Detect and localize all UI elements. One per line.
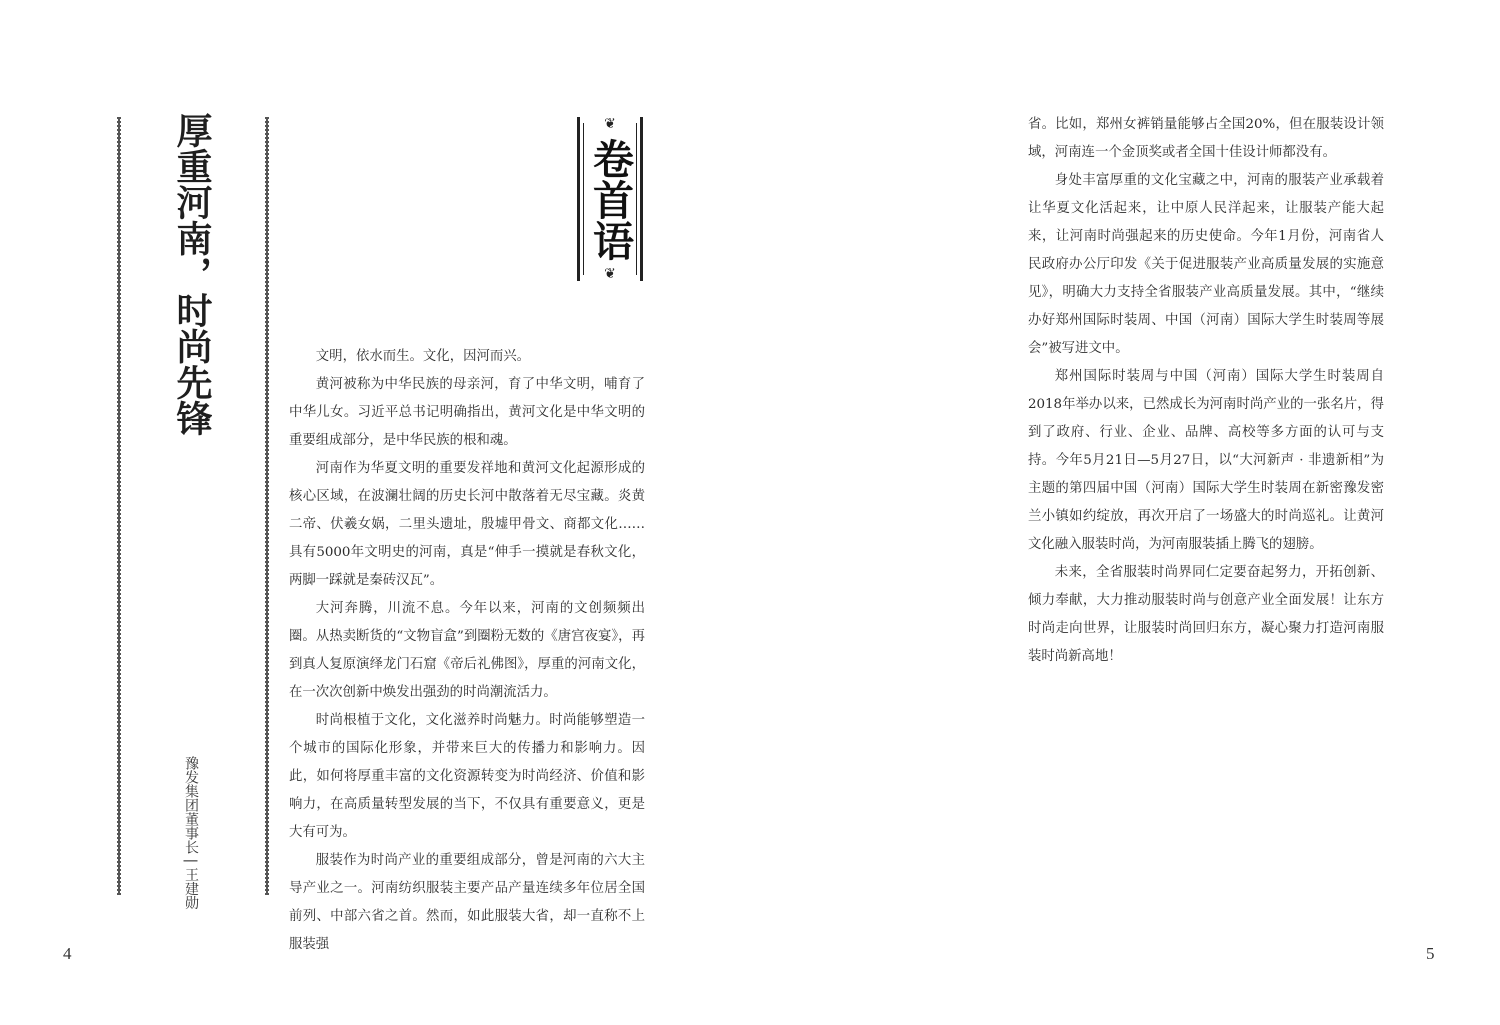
page-number-left: 4 bbox=[63, 944, 72, 963]
dotted-rule-left bbox=[117, 117, 121, 895]
banner-bar bbox=[577, 117, 580, 281]
paragraph: 河南作为华夏文明的重要发祥地和黄河文化起源形成的核心区域，在波澜壮阔的历史长河中散落着无尽宝藏。炎黄二帝、伏羲女娲，二里头遗址，殷墟甲骨文、商都文化……具有5000年文明史的河南，真是“伸手一摸就是春秋文化，两脚一踩就是秦砖汉瓦”。 bbox=[289, 461, 645, 588]
paragraph: 黄河被称为中华民族的母亲河，育了中华文明，哺育了中华儿女。习近平总书记明确指出，黄河文化是中华文明的重要组成部分，是中华民族的根和魂。 bbox=[289, 377, 645, 448]
body-column-right bbox=[1028, 111, 1384, 671]
paragraph-continuation: 省。比如，郑州女裤销量能够占全国20%，但在服装设计领域，河南连一个金顶奖或者全国十佳设计师都没有。 bbox=[1028, 117, 1384, 160]
paragraph: 身处丰富厚重的文化宝藏之中，河南的服装产业承载着让华夏文化活起来，让中原人民洋起来，让服装产能大起来，让河南时尚强起来的历史使命。今年1月份，河南省人民政府办公厅印发《关于促进服装产业高质量发展的实施意见》，明确大力支持全省服装产业高质量发展。其中，“继续办好郑州国际时装周、中国（河南）国际大学生时装周等展会”被写进文中。 bbox=[1028, 173, 1384, 356]
flourish-top-icon: ❦ bbox=[604, 116, 616, 132]
banner-bar bbox=[636, 123, 637, 275]
banner-title: 卷首语 bbox=[586, 137, 634, 261]
paragraph: 文明，依水而生。文化，因河而兴。 bbox=[315, 349, 531, 364]
flourish-bottom-icon: ❦ bbox=[604, 266, 616, 282]
dotted-rule-right bbox=[265, 117, 269, 895]
banner-bar bbox=[640, 117, 643, 281]
paragraph: 未来，全省服装时尚界同仁定要奋起努力，开拓创新、倾力奉献，大力推动服装时尚与创意产业全面发展！让东方时尚走向世界，让服装时尚回归东方，凝心聚力打造河南服装时尚新高地！ bbox=[1028, 565, 1384, 664]
article-title: 厚重河南，时尚先锋 bbox=[171, 112, 213, 436]
paragraph: 大河奔腾，川流不息。今年以来，河南的文创频频出圈。从热卖断货的“文物盲盒”到圈粉无数的《唐宫夜宴》，再到真人复原演绎龙门石窟《帝后礼佛图》，厚重的河南文化，在一次次创新中焕发出强劲的时尚潮流活力。 bbox=[289, 601, 645, 700]
page-number-right: 5 bbox=[1426, 944, 1435, 963]
section-banner bbox=[577, 117, 643, 281]
paragraph: 郑州国际时装周与中国（河南）国际大学生时装周自2018年举办以来，已然成长为河南时尚产业的一张名片，得到了政府、行业、企业、品牌、高校等多方面的认可与支持。今年5月21日—5月27日，以“大河新声 · 非遗新相”为主题的第四届中国（河南）国际大学生时装周在新密豫发密兰小镇如约绽放，再次开启了一场盛大的时尚巡礼。让黄河文化融入服装时尚，为河南服装插上腾飞的翅膀。 bbox=[1028, 369, 1384, 552]
body-column-left bbox=[289, 343, 645, 959]
paragraph: 服装作为时尚产业的重要组成部分，曾是河南的六大主导产业之一。河南纺织服装主要产品产量连续多年位居全国前列、中部六省之首。然而，如此服装大省，却一直称不上服装强 bbox=[289, 853, 645, 952]
banner-bar bbox=[583, 123, 584, 275]
author-credit: 豫发集团董事长 | 王建勋 bbox=[183, 756, 199, 910]
paragraph: 时尚根植于文化，文化滋养时尚魅力。时尚能够塑造一个城市的国际化形象，并带来巨大的传播力和影响力。因此，如何将厚重丰富的文化资源转变为时尚经济、价值和影响力，在高质量转型发展的当下，不仅具有重要意义，更是大有可为。 bbox=[289, 713, 645, 840]
